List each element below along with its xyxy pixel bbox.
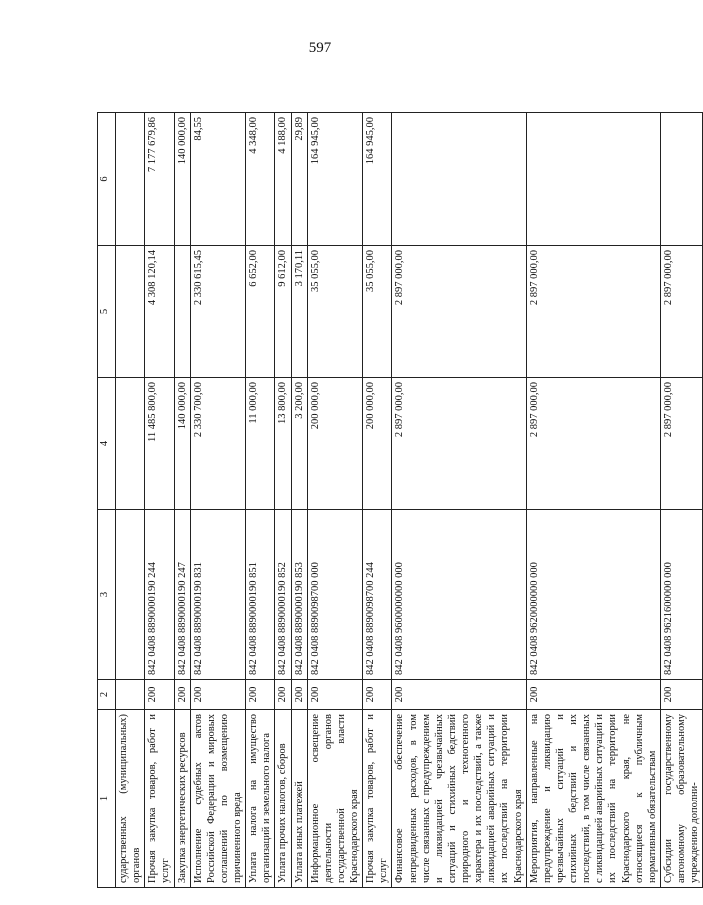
row-plan: 140 000,00 <box>174 378 190 510</box>
row-name: сударственных (муниципальных) органов <box>116 710 145 888</box>
budget-table-rotated <box>97 113 701 888</box>
row-classifier: 842 0408 8890000190 831 <box>190 510 246 680</box>
header-row <box>98 113 116 888</box>
row-code: 200 <box>291 680 307 710</box>
row-classifier: 842 0408 8890000190 852 <box>275 510 291 680</box>
table-row <box>526 113 660 888</box>
table-row <box>116 113 145 888</box>
header-col-6: 6 <box>98 113 116 246</box>
row-classifier <box>116 510 145 680</box>
row-name: Информационное освещение деятельности органов государственной власти Краснодарского края <box>307 710 363 888</box>
row-plan: 200 000,00 <box>363 378 392 510</box>
page-number: 597 <box>308 40 332 56</box>
row-executed: 2 897 000,00 <box>526 246 660 378</box>
table-row <box>392 113 526 888</box>
row-remaining: 7 177 679,86 <box>145 113 174 246</box>
row-classifier: 842 0408 9621600000 000 <box>660 510 702 680</box>
header-col-4: 4 <box>98 378 116 510</box>
row-plan: 3 200,00 <box>291 378 307 510</box>
row-remaining: 164 945,00 <box>307 113 363 246</box>
row-name: Исполнение судебных актов Российской Федерации и мировых соглашений по возмещению причиненного вреда <box>190 710 246 888</box>
row-code: 200 <box>363 680 392 710</box>
row-name: Уплата иных платежей <box>291 710 307 888</box>
row-plan: 2 897 000,00 <box>526 378 660 510</box>
row-code: 200 <box>190 680 246 710</box>
row-plan: 13 800,00 <box>275 378 291 510</box>
row-classifier: 842 0408 8890098700 244 <box>363 510 392 680</box>
table-row <box>291 113 307 888</box>
row-executed: 35 055,00 <box>363 246 392 378</box>
table-row <box>246 113 275 888</box>
row-code <box>116 680 145 710</box>
row-remaining: 140 000,00 <box>174 113 190 246</box>
table-row <box>307 113 363 888</box>
row-remaining <box>392 113 526 246</box>
row-code: 200 <box>246 680 275 710</box>
row-name: Прочая закупка товаров, работ и услуг <box>363 710 392 888</box>
budget-table <box>97 112 703 888</box>
row-executed: 9 612,00 <box>275 246 291 378</box>
row-classifier: 842 0408 8890000190 247 <box>174 510 190 680</box>
row-classifier: 842 0408 8890000190 853 <box>291 510 307 680</box>
row-executed: 2 897 000,00 <box>660 246 702 378</box>
row-remaining <box>660 113 702 246</box>
row-name: Мероприятия, направленные на предупреждение и ликвидацию чрезвычайных ситуаций и стихийных бедствий и их последствий, в том числе связанных с ликвидацией аварийных ситуаций и их последствий на территории Краснодарского края, не относящиеся к публичным нормативным обязательствам <box>526 710 660 888</box>
row-code: 200 <box>392 680 526 710</box>
row-executed <box>174 246 190 378</box>
row-classifier: 842 0408 9600000000 000 <box>392 510 526 680</box>
row-code: 200 <box>174 680 190 710</box>
row-code: 200 <box>275 680 291 710</box>
table-row <box>660 113 702 888</box>
row-name: Прочая закупка товаров, работ и услуг <box>145 710 174 888</box>
row-classifier: 842 0408 8890000190 244 <box>145 510 174 680</box>
row-plan: 200 000,00 <box>307 378 363 510</box>
row-remaining: 4 348,00 <box>246 113 275 246</box>
header-col-3: 3 <box>98 510 116 680</box>
header-col-1: 1 <box>98 710 116 888</box>
row-code: 200 <box>145 680 174 710</box>
row-classifier: 842 0408 9620000000 000 <box>526 510 660 680</box>
row-executed: 2 897 000,00 <box>392 246 526 378</box>
row-remaining <box>526 113 660 246</box>
table-row <box>363 113 392 888</box>
row-executed <box>116 246 145 378</box>
row-code: 200 <box>307 680 363 710</box>
row-executed: 4 308 120,14 <box>145 246 174 378</box>
row-remaining: 4 188,00 <box>275 113 291 246</box>
header-col-5: 5 <box>98 246 116 378</box>
header-col-2: 2 <box>98 680 116 710</box>
table-row <box>145 113 174 888</box>
table-row <box>190 113 246 888</box>
row-plan: 2 897 000,00 <box>392 378 526 510</box>
row-classifier: 842 0408 8890098700 000 <box>307 510 363 680</box>
row-remaining <box>116 113 145 246</box>
row-name: Закупка энергетических ресурсов <box>174 710 190 888</box>
row-name: Финансовое обеспечение непредвиденных расходов, в том числе связанных с предупреждением и ликвидацией чрезвычайных ситуаций и стихийных бедствий природного и техногенного характера и их последствий, а также ликвидацией аварийных ситуаций и их последствий на территории Краснодарского края <box>392 710 526 888</box>
table-row <box>275 113 291 888</box>
table-row <box>174 113 190 888</box>
row-name: Субсидии государственному автономному образовательному учреждению дополни- <box>660 710 702 888</box>
row-name: Уплата прочих налогов, сборов <box>275 710 291 888</box>
row-plan: 11 000,00 <box>246 378 275 510</box>
row-plan: 2 330 700,00 <box>190 378 246 510</box>
row-executed: 35 055,00 <box>307 246 363 378</box>
row-executed: 3 170,11 <box>291 246 307 378</box>
row-plan <box>116 378 145 510</box>
row-plan: 2 897 000,00 <box>660 378 702 510</box>
row-code: 200 <box>660 680 702 710</box>
row-code: 200 <box>526 680 660 710</box>
row-remaining: 84,55 <box>190 113 246 246</box>
row-name: Уплата налога на имущество организаций и земельного налога <box>246 710 275 888</box>
row-executed: 6 652,00 <box>246 246 275 378</box>
row-executed: 2 330 615,45 <box>190 246 246 378</box>
row-plan: 11 485 800,00 <box>145 378 174 510</box>
row-classifier: 842 0408 8890000190 851 <box>246 510 275 680</box>
row-remaining: 29,89 <box>291 113 307 246</box>
row-remaining: 164 945,00 <box>363 113 392 246</box>
